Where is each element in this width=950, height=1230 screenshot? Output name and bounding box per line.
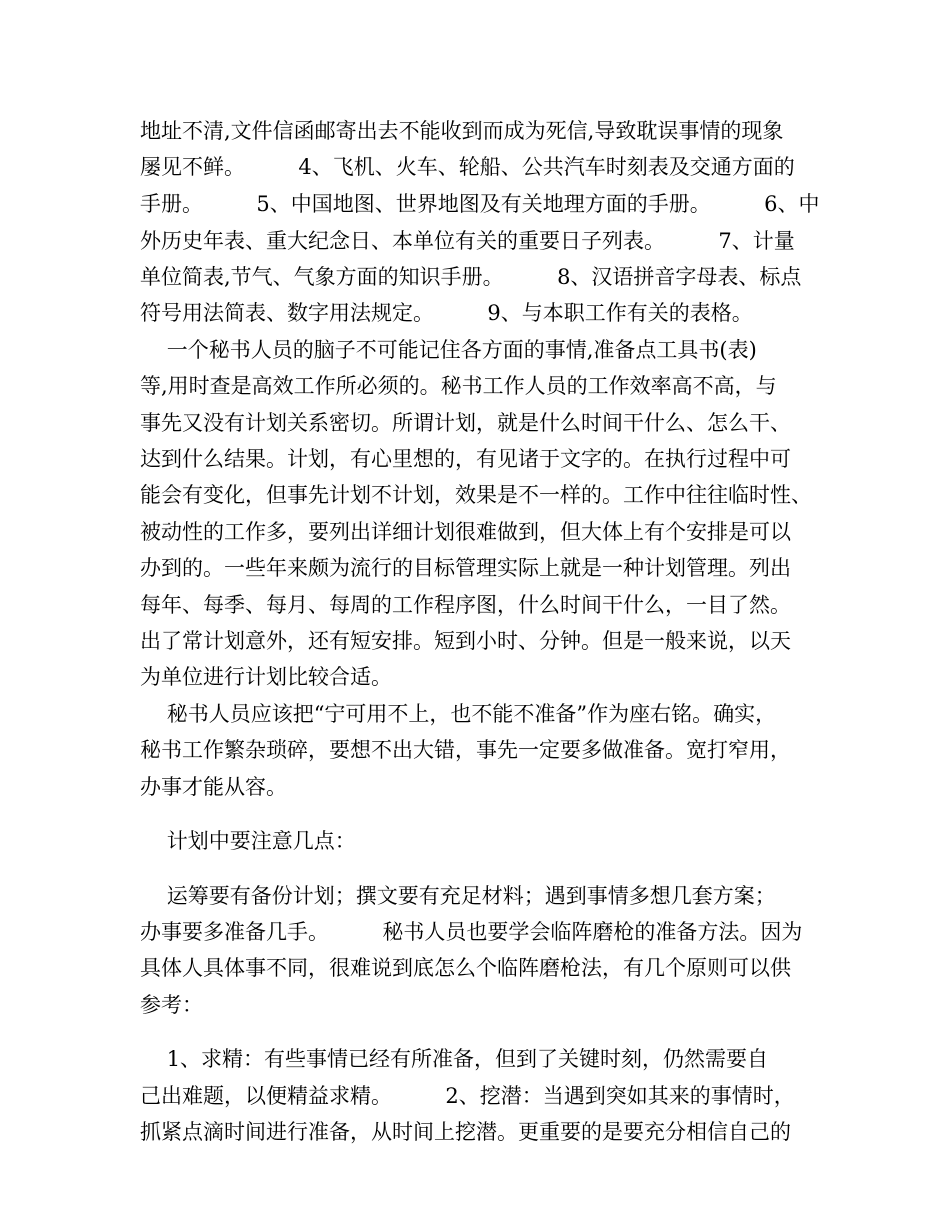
text-line: 为单位进行计划比较合适。 — [140, 665, 392, 689]
text-line: 办事才能从容。 — [140, 775, 287, 799]
text-line: 秘书工作繁杂琐碎，要想不出大错，事先一定要多做准备。宽打窄用， — [140, 738, 791, 762]
paragraph-first-line: 秘书人员应该把“宁可用不上，也不能不准备”作为座右铭。确实， — [140, 702, 777, 726]
text-line: 符号用法简表、数字用法规定。 9、与本职工作有关的表格。 — [140, 301, 753, 325]
text-line: 出了常计划意外，还有短安排。短到小时、分钟。但是一般来说，以天 — [140, 629, 791, 653]
text-line: 地址不清,文件信函邮寄出去不能收到而成为死信,导致耽误事情的现象 — [140, 119, 784, 143]
text-line: 办事要多准备几手。 秘书人员也要学会临阵磨枪的准备方法。因为 — [140, 920, 803, 944]
paragraph-first-line: 运筹要有备份计划；撰文要有充足材料；遇到事情多想几套方案； — [140, 884, 776, 908]
text-line: 达到什么结果。计划，有心里想的，有见诸于文字的。在执行过程中可 — [140, 447, 791, 471]
text-line: 办到的。一些年来颇为流行的目标管理实际上就是一种计划管理。列出 — [140, 556, 791, 580]
paragraph-first-line: 计划中要注意几点： — [140, 829, 356, 853]
text-line: 被动性的工作多，要列出详细计划很难做到，但大体上有个安排是可以 — [140, 520, 791, 544]
text-line: 单位简表,节气、气象方面的知识手册。 8、汉语拼音字母表、标点 — [140, 265, 802, 289]
text-line: 屡见不鲜。 4、飞机、火车、轮船、公共汽车时刻表及交通方面的 — [140, 155, 795, 179]
text-line: 外历史年表、重大纪念日、本单位有关的重要日子列表。 7、计量 — [140, 229, 795, 253]
paragraph-first-line: 一个秘书人员的脑子不可能记住各方面的事情,准备点工具书(表) — [140, 338, 757, 362]
text-line: 具体人具体事不同，很难说到底怎么个临阵磨枪法，有几个原则可以供 — [140, 956, 791, 980]
paragraph-first-line: 1、求精：有些事情已经有所准备，但到了关键时刻，仍然需要自 — [140, 1047, 769, 1071]
text-line: 能会有变化，但事先计划不计划，效果是不一样的。工作中往往临时性、 — [140, 483, 812, 507]
text-line: 等,用时查是高效工作所必须的。秘书工作人员的工作效率高不高，与 — [140, 374, 777, 398]
text-line: 手册。 5、中国地图、世界地图及有关地理方面的手册。 6、中 — [140, 192, 820, 216]
text-line: 参考： — [140, 993, 203, 1017]
text-line: 抓紧点滴时间进行准备，从时间上挖潜。更重要的是要充分相信自己的 — [140, 1120, 791, 1144]
text-line: 己出难题，以便精益求精。 2、挖潜：当遇到突如其来的事情时， — [140, 1084, 795, 1108]
text-line: 事先又没有计划关系密切。所谓计划，就是什么时间干什么、怎么干、 — [140, 411, 791, 435]
text-line: 每年、每季、每月、每周的工作程序图，什么时间干什么，一目了然。 — [140, 593, 791, 617]
